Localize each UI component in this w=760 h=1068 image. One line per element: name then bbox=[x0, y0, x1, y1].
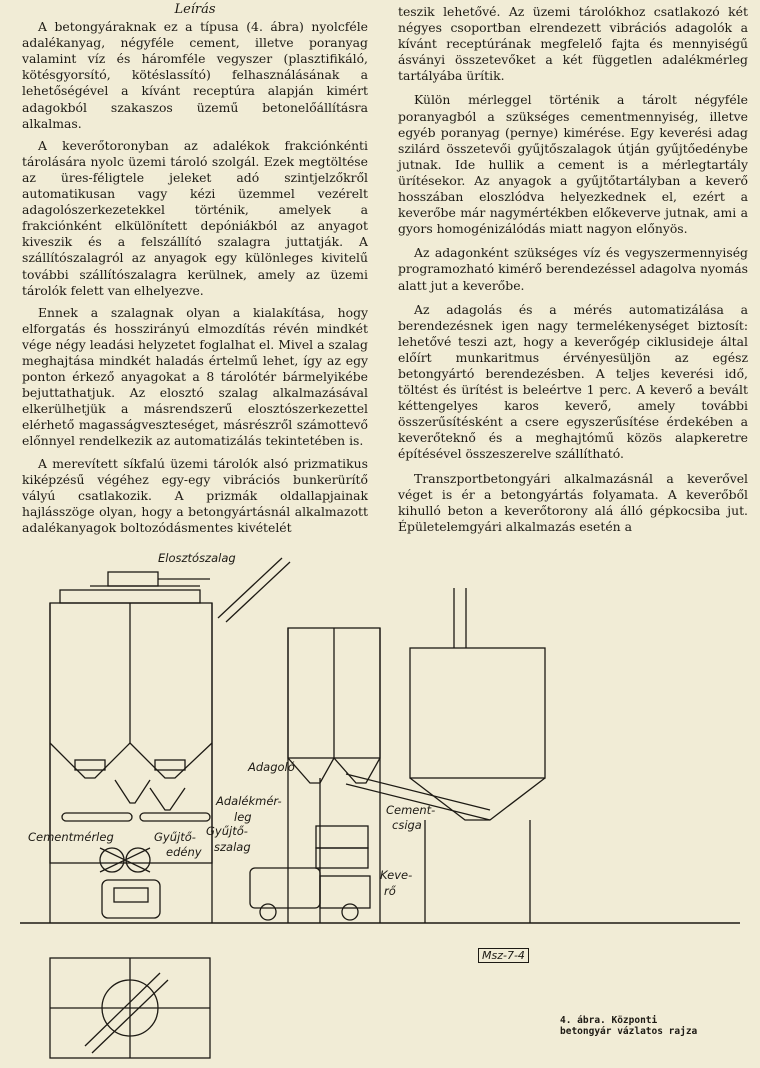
caption-line: betongyár vázlatos rajza bbox=[560, 1026, 698, 1037]
paragraph: A keverőtoronyban az adalékok frakciónkénti tárolására nyolc üzemi tároló szolgál. Ezek megtöltése az üres-féligtele jeleket adó szintjelzőkről automatikusan vagy kézi üzemmel vezérelt adagolószerkezetekkel történik, amelyek a frakciónként elkülönített depóniákból az anyagot kiveszik és a felszállító szalagra juttatják. A szállítószalagról az anyagok egy különleges kivitelű további szállítószalagra kerülnek, amely az üzemi tárolók felett van elhelyezve. bbox=[22, 137, 368, 298]
plant-drawing bbox=[20, 548, 750, 1063]
left-silo-building bbox=[50, 603, 212, 863]
paragraph: Transzportbetongyári alkalmazásnál a keverővel véget is ér a betongyártás folyamata. A keverőből kihulló beton a keverőtorony alá álló gépkocsiba jut. Épületelemgyári alkalmazás esetén a bbox=[398, 470, 748, 534]
text-column-right bbox=[398, 0, 748, 543]
paragraph: A betongyáraknak ez a típusa (4. ábra) nyolcféle adalékanyag, négyféle cement, illetve poranyag valamint víz és háromféle vegyszer (plasztifikáló, kötésgyorsító, kötéslassító) felhasználásának a lehetőségével a kívánt receptúra alapján kimért adagokból szakaszos üzemű betonelőállításra alkalmas. bbox=[22, 19, 368, 131]
label-cementsiga: csiga bbox=[392, 818, 422, 832]
label-adalekmerleg: leg bbox=[234, 810, 252, 824]
label-gyujtoszalag: Gyűjtő- bbox=[206, 824, 248, 838]
label-gyujtoszalag: szalag bbox=[214, 840, 251, 854]
paragraph: Az adagonként szükséges víz és vegyszermennyiség programozható kimérő berendezéssel adagolva nyomás alatt jut a keverőbe. bbox=[398, 245, 748, 293]
paragraph: A merevített síkfalú üzemi tárolók alsó prizmatikus kiképzésű végéhez egy-egy vibrációs bunkerürítő vályú csatlakozik. A prizmák oldallapjainak hajlásszöge olyan, hogy a betongyártásnál alkalmazott adalékanyagok boltozódásmentes kivételét bbox=[22, 455, 368, 535]
drawing-reference: Msz-7-4 bbox=[478, 948, 529, 963]
label-cementsiga: Cement- bbox=[386, 803, 436, 817]
text-column-left bbox=[22, 0, 368, 542]
label-gyujtoedeny: edény bbox=[166, 845, 202, 859]
plant-diagram bbox=[20, 548, 750, 1063]
figure-caption bbox=[560, 1015, 750, 1037]
caption-line: 4. ábra. Központi bbox=[560, 1015, 658, 1026]
paragraph: Az adagolás és a mérés automatizálása a berendezésnek igen nagy termelékenységet biztosít: lehetővé teszi azt, hogy a keverőgép ciklusideje által előírt munkaritmus érvényesüljön az egész betongyártó berendezésben. A teljes keverési idő, töltést és ürítést is beleértve 1 perc. A keverő a bevált kéttengelyes karos keverő, amely további összerűsítésként a csere egyszerűsítése érdekében a keverőteknő és a meghajtómű közös alapkeretre építésével összeszerelve szállítható. bbox=[398, 301, 748, 462]
label-kevero: rő bbox=[384, 884, 396, 898]
label-elosztoszalag: Elosztószalag bbox=[158, 551, 236, 565]
paragraph: Ennek a szalagnak olyan a kialakítása, hogy elforgatás és hosszirányú elmozdítás révén mindkét vége négy leadási helyzetet foglalhat el. Mivel a szalag meghajtása mindkét haladás értelmű lehet, így az egy ponton érkező anyagokat a 8 tárolótér bármelyikébe bejuttathatjuk. Az elosztó szalag alkalmazásával elkerülhetjük a másrendszerű elosztószerkezettel elérhető magasságveszteséget, másrészről számottevő előnnyel rendelkezik az automatizálás tekintetében is. bbox=[22, 304, 368, 449]
paragraph-continued: teszik lehetővé. Az üzemi tárolókhoz csatlakozó két négyes csoportban elrendezett vibrációs adagolók a kívánt receptúrának megfelelő fajta és mennyiségű ásványi összetevőket a két független adalékmérleg tartályába ürítik. bbox=[398, 4, 748, 84]
label-kevero: Keve- bbox=[380, 868, 413, 882]
label-adalekmerleg: Adalékmér- bbox=[216, 794, 282, 808]
paragraph: Külön mérleggel történik a tárolt négyféle poranyagból a szükséges cementmennyiség, illetve egyéb poranyag (pernye) kimérése. Egy keverési adag szilárd összetevői gyűjtőszalagok útján gyűjtőedénybe jutnak. Ide hullik a cement is a mérlegtartály ürítésekor. Az anyagok a gyűjtőtartályban a keverő hosszában eloszlódva helyezkednek el, ezért a keverőbe már nagymértékben előkeverve jutnak, ami a gyors homogénizálódás miatt nagyon előnyös. bbox=[398, 92, 748, 237]
label-cementmerleg: Cementmérleg bbox=[28, 830, 114, 844]
article-heading: Leírás bbox=[174, 2, 216, 17]
label-gyujtoedeny: Gyűjtő- bbox=[154, 830, 196, 844]
label-adagolo: Adagoló bbox=[248, 760, 295, 774]
